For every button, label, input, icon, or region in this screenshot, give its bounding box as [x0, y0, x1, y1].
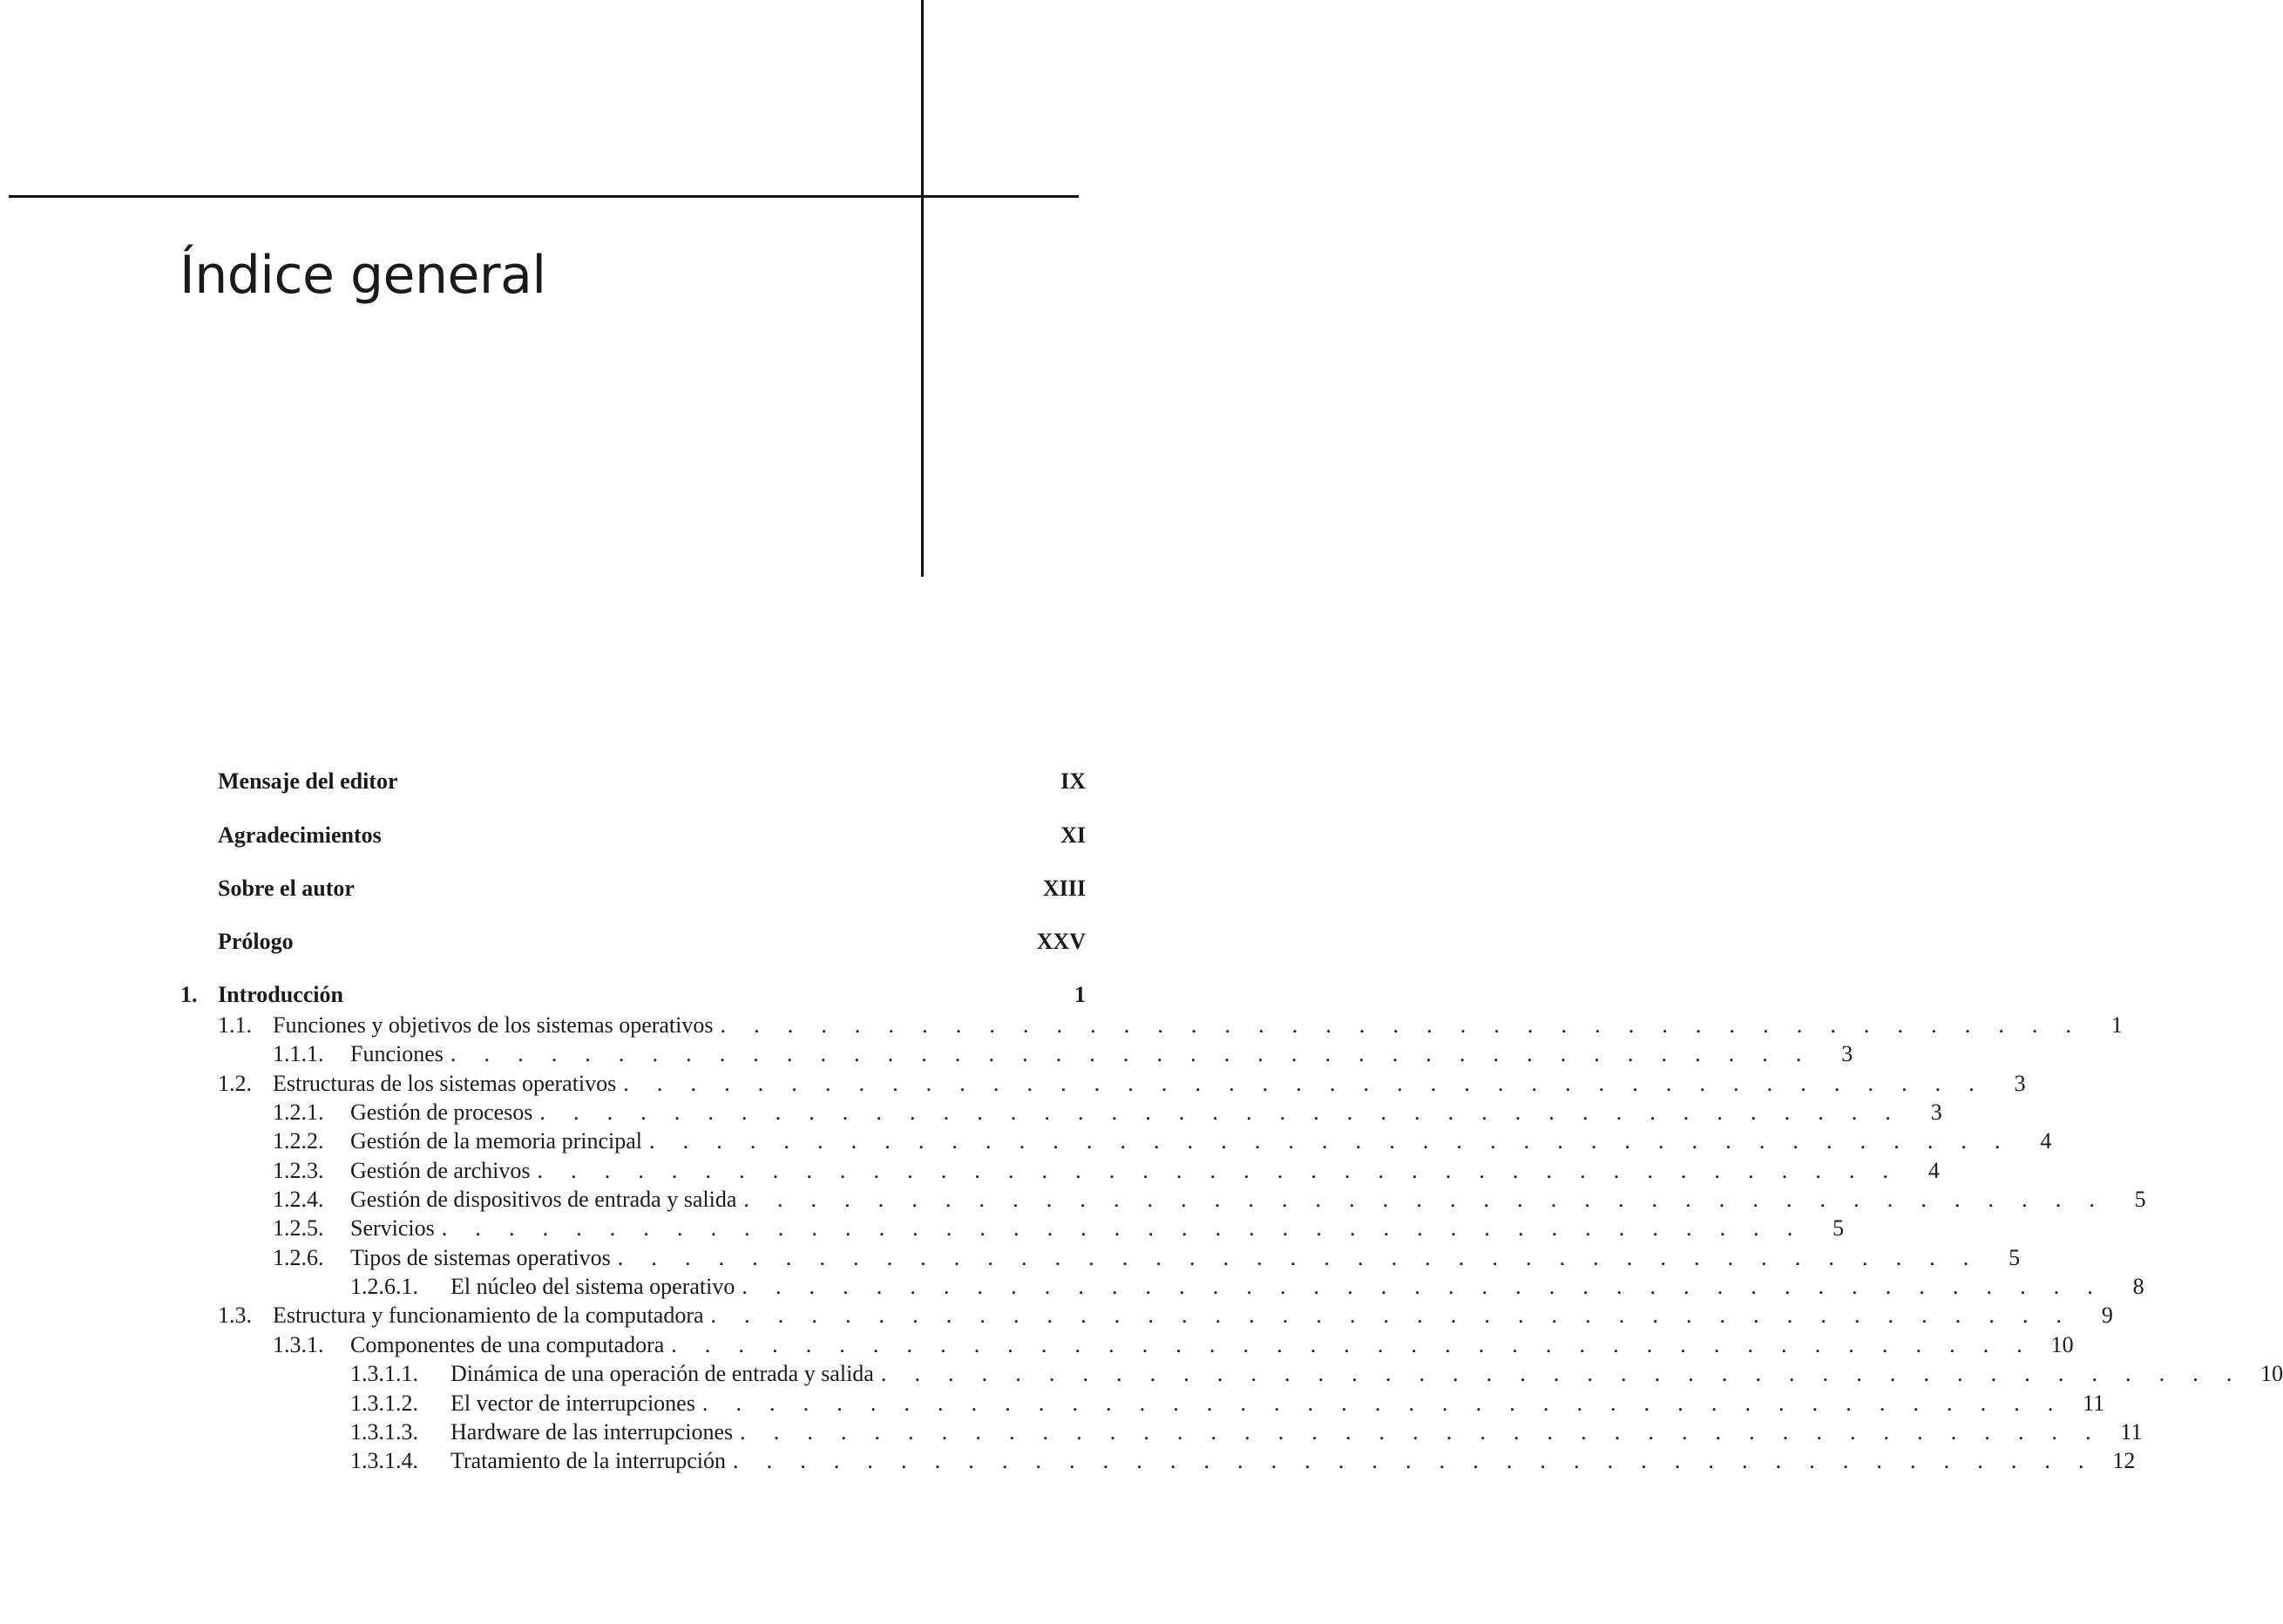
- toc-leader-dots: . . . . . . . . . . . . . . . . . . . . . . . . . . . . . . . . . . . . . . . . .: [649, 1128, 2012, 1154]
- toc-leader-dots: . . . . . . . . . . . . . . . . . . . . . . . . . . . . . . . . . . . . . . . . .: [617, 1245, 1981, 1270]
- toc-entry-title: Gestión de dispositivos de entrada y salida: [350, 1187, 737, 1212]
- toc-entry-page: 3: [1930, 1100, 1942, 1125]
- toc-entry[interactable]: [273, 1215, 1845, 1241]
- toc-leader-dots: . . . . . . . . . . . . . . . . . . . . . . . . . . . . . . . . . . . . . . . . .: [733, 1448, 2096, 1473]
- toc-entry-page: 4: [1927, 1158, 1940, 1183]
- toc-entry[interactable]: [350, 1391, 2105, 1416]
- toc-entry-number: 1.2.6.: [273, 1245, 324, 1270]
- toc-entry-title: Gestión de la memoria principal: [350, 1128, 643, 1154]
- toc-entry-page: 9: [2101, 1303, 2113, 1328]
- toc-leader-dots: . . . . . . . . . . . . . . . . . . . . . . . . . . . . . . . . . . . . . . . . .: [720, 1012, 2083, 1038]
- toc-entry-page: 8: [2132, 1274, 2144, 1299]
- toc-entry-title: Gestión de archivos: [350, 1158, 531, 1183]
- toc-entry-number: 1.3.: [218, 1303, 252, 1328]
- toc-leader-dots: . . . . . . . . . . . . . . . . . . . . . . . . . . . . . . . . . . . . . . . . .: [537, 1158, 1900, 1183]
- toc-entry[interactable]: [273, 1128, 2052, 1154]
- toc-entry-mensaje-del-editor[interactable]: [218, 770, 1086, 793]
- toc-entry-title: Sobre el autor: [218, 876, 355, 901]
- toc-entry-title: Estructura y funcionamiento de la computadora: [273, 1303, 704, 1328]
- toc-entry-number: 1.3.1.3.: [350, 1419, 418, 1445]
- toc-entry-number: 1.2.1.: [273, 1100, 324, 1125]
- toc-entry-number: 1.2.3.: [273, 1158, 324, 1183]
- toc-entry[interactable]: [218, 1071, 2026, 1096]
- toc-entry-page: 3: [2014, 1071, 2026, 1096]
- toc-entry-number: 1.2.5.: [273, 1215, 324, 1241]
- toc-entry[interactable]: [218, 1012, 2123, 1038]
- toc-entry[interactable]: [350, 1448, 2136, 1473]
- toc-entry-page: XXV: [1036, 929, 1086, 954]
- toc-entry[interactable]: [273, 1041, 1853, 1066]
- toc-entry[interactable]: [273, 1100, 1942, 1125]
- toc-leader-dots: . . . . . . . . . . . . . . . . . . . . . . . . . . . . . . . . . . . . . . . . .: [740, 1419, 2103, 1445]
- toc-entry-title: El vector de interrupciones: [451, 1391, 695, 1416]
- toc-entry[interactable]: [350, 1361, 2283, 1386]
- toc-entry-page: 10: [2050, 1332, 2074, 1357]
- toc-entry-page: 5: [2009, 1245, 2021, 1270]
- toc-entry-page: XI: [1060, 822, 1086, 848]
- toc-entry-title: Tipos de sistemas operativos: [350, 1245, 611, 1270]
- toc-chapter-introduccion[interactable]: [180, 984, 1086, 1006]
- toc-entry-title: Prólogo: [218, 929, 294, 954]
- toc-entry[interactable]: [273, 1245, 2021, 1270]
- toc-entry-title: Funciones: [350, 1041, 444, 1066]
- toc-entry-number: 1.3.1.1.: [350, 1361, 418, 1386]
- toc-entry-page: 11: [2120, 1419, 2143, 1445]
- toc-entry-number: 1.2.2.: [273, 1128, 324, 1154]
- toc-entry[interactable]: [273, 1187, 2146, 1212]
- toc-leader-dots: . . . . . . . . . . . . . . . . . . . . . . . . . . . . . . . . . . . . . . . . .: [450, 1041, 1813, 1066]
- toc-chapter-title: Introducción: [218, 982, 343, 1007]
- toc-entry-number: 1.2.6.1.: [350, 1274, 418, 1299]
- toc-entry-page: 5: [1832, 1215, 1845, 1241]
- toc-entry-number: 1.2.: [218, 1071, 252, 1096]
- page-title: Índice general: [180, 245, 546, 306]
- toc-entry-title: Gestión de procesos: [350, 1100, 533, 1125]
- toc-entry-number: 1.3.1.4.: [350, 1448, 418, 1473]
- toc-entry-page: 11: [2083, 1391, 2105, 1416]
- toc-entry-title: Tratamiento de la interrupción: [451, 1448, 727, 1473]
- toc-entry-title: Agradecimientos: [218, 822, 382, 848]
- toc-entry-page: IX: [1060, 768, 1086, 794]
- toc-entry-title: Componentes de una computadora: [350, 1332, 665, 1357]
- toc-leader-dots: . . . . . . . . . . . . . . . . . . . . . . . . . . . . . . . . . . . . . . . . .: [742, 1274, 2104, 1299]
- toc-entry-number: 1.2.4.: [273, 1187, 324, 1212]
- toc-entry-number: 1.3.1.: [273, 1332, 324, 1357]
- toc-entry[interactable]: [350, 1419, 2143, 1445]
- toc-chapter-number: 1.: [180, 982, 198, 1007]
- toc-entry-agradecimientos[interactable]: [218, 824, 1086, 847]
- toc-entry-page: 5: [2134, 1187, 2146, 1212]
- toc-entry[interactable]: [273, 1332, 2074, 1357]
- toc-leader-dots: . . . . . . . . . . . . . . . . . . . . . . . . . . . . . . . . . . . . . . . . .: [441, 1215, 1805, 1241]
- toc-leader-dots: . . . . . . . . . . . . . . . . . . . . . . . . . . . . . . . . . . . . . . . . .: [671, 1332, 2034, 1357]
- toc-entry-prologo[interactable]: [218, 930, 1086, 953]
- toc-leader-dots: . . . . . . . . . . . . . . . . . . . . . . . . . . . . . . . . . . . . . . . . .: [710, 1303, 2073, 1328]
- toc-entry-page: 4: [2040, 1128, 2052, 1154]
- toc-entry[interactable]: [273, 1158, 1940, 1183]
- toc-entry-title: Servicios: [350, 1215, 435, 1241]
- toc-entry-number: 1.1.: [218, 1012, 252, 1038]
- toc-entry-page: XIII: [1042, 876, 1086, 901]
- toc-leader-dots: . . . . . . . . . . . . . . . . . . . . . . . . . . . . . . . . . . . . . . . . .: [880, 1361, 2244, 1386]
- toc-entry-sobre-el-autor[interactable]: [218, 877, 1086, 900]
- toc-entry[interactable]: [350, 1274, 2144, 1299]
- toc-entry-title: Mensaje del editor: [218, 768, 398, 794]
- toc-entry-page: 1: [2110, 1012, 2123, 1038]
- toc-entry-page: 3: [1841, 1041, 1853, 1066]
- toc-leader-dots: . . . . . . . . . . . . . . . . . . . . . . . . . . . . . . . . . . . . . . . . .: [743, 1187, 2106, 1212]
- toc-leader-dots: . . . . . . . . . . . . . . . . . . . . . . . . . . . . . . . . . . . . . . . . .: [701, 1391, 2065, 1416]
- toc-leader-dots: . . . . . . . . . . . . . . . . . . . . . . . . . . . . . . . . . . . . . . . . .: [623, 1071, 1986, 1096]
- toc-entry-page: 12: [2112, 1448, 2136, 1473]
- toc-entry-title: Funciones y objetivos de los sistemas operativos: [273, 1012, 714, 1038]
- toc-entry-number: 1.1.1.: [273, 1041, 324, 1066]
- toc-entry-title: Dinámica de una operación de entrada y salida: [451, 1361, 874, 1386]
- toc-entry-title: El núcleo del sistema operativo: [451, 1274, 735, 1299]
- toc-chapter-page: 1: [1074, 982, 1086, 1007]
- toc-leader-dots: . . . . . . . . . . . . . . . . . . . . . . . . . . . . . . . . . . . . . . . . .: [539, 1100, 1902, 1125]
- toc-entry-page: 10: [2260, 1361, 2283, 1386]
- toc-entry-title: Hardware de las interrupciones: [451, 1419, 734, 1445]
- toc-entry-number: 1.3.1.2.: [350, 1391, 418, 1416]
- toc-entry-title: Estructuras de los sistemas operativos: [273, 1071, 617, 1096]
- toc-entry[interactable]: [218, 1303, 2113, 1328]
